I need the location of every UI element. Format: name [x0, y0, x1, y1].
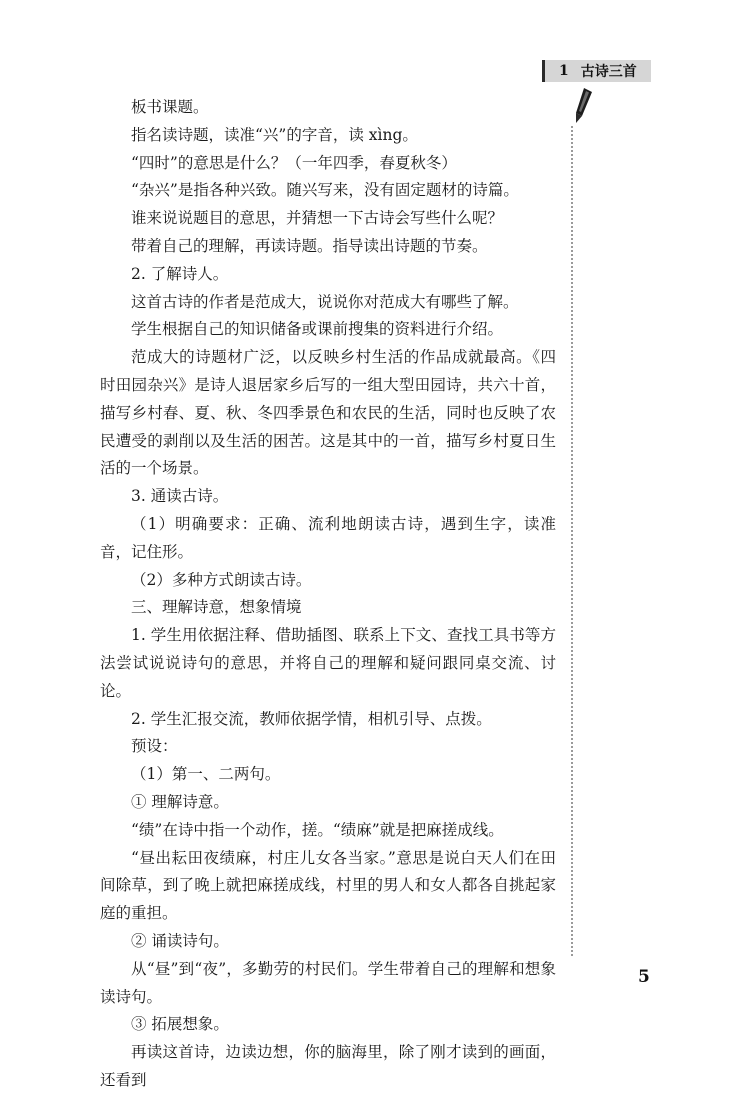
lesson-text	[100, 94, 556, 1095]
chapter-number: 1	[559, 63, 569, 79]
paragraph: 谁来说说题目的意思，并猜想一下古诗会写些什么呢？	[131, 209, 504, 228]
paragraph: ③ 拓展想象。	[131, 1015, 229, 1034]
chapter-header-tab	[542, 60, 651, 82]
paragraph: 这首古诗的作者是范成大，说说你对范成大有哪些了解。	[131, 292, 519, 311]
paragraph: “昼出耘田夜绩麻，村庄儿女各当家。”意思是说白天人们在田间除草，到了晚上就把麻搓成线，村里的男人和女人都各自挑起家庭的重担。	[100, 848, 556, 923]
paragraph: 再读这首诗，边读边想，你的脑海里，除了刚才读到的画面，还看到	[100, 1043, 556, 1089]
chapter-title: 古诗三首	[580, 64, 637, 80]
paragraph: 预设：	[131, 737, 178, 756]
paragraph: （2）多种方式朗读古诗。	[131, 570, 312, 589]
paragraph: （1）明确要求：正确、流利地朗读古诗，遇到生字，读准音，记住形。	[100, 514, 556, 561]
paragraph: “绩”在诗中指一个动作，搓。“绩麻”就是把麻搓成线。	[131, 820, 504, 839]
paragraph: 从“昼”到“夜”，多勤劳的村民们。学生带着自己的理解和想象读诗句。	[100, 959, 556, 1006]
paragraph: 板书课题。	[131, 98, 209, 116]
paragraph: ① 理解诗意。	[131, 792, 229, 811]
section-heading: 三、理解诗意，想象情境	[131, 598, 302, 617]
paragraph: “杂兴”是指各种兴致。随兴写来，没有固定题材的诗篇。	[131, 181, 519, 200]
paragraph: 指名读诗题，读准“兴”的字音，读 xìng。	[131, 125, 418, 144]
paragraph: 带着自己的理解，再读诗题。指导读出诗题的节奏。	[131, 236, 488, 255]
paragraph: 范成大的诗题材广泛，以反映乡村生活的作品成就最高。《四时田园杂兴》是诗人退居家乡后写的一组大型田园诗，共六十首，描写乡村春、夏、秋、冬四季景色和农民的生活，同时也反映了农民遭受的剥削以及生活的困苦。这是其中的一首，描写乡村夏日生活的一个场景。	[100, 348, 556, 478]
margin-dotted-line	[571, 126, 573, 956]
paragraph: （1）第一、二两句。	[131, 765, 281, 784]
paragraph: 1. 学生用依据注释、借助插图、联系上下文、查找工具书等方法尝试说说诗句的意思，并将自己的理解和疑问跟同桌交流、讨论。	[100, 626, 556, 700]
paragraph: 2. 学生汇报交流，教师依据学情，相机引导、点拨。	[131, 709, 492, 728]
page-number: 5	[638, 967, 650, 987]
paragraph: “四时”的意思是什么？（一年四季，春夏秋冬）	[131, 153, 457, 172]
paragraph: 学生根据自己的知识储备或课前搜集的资料进行介绍。	[131, 320, 504, 339]
pen-nib-icon	[570, 86, 594, 124]
paragraph: ② 诵读诗句。	[131, 931, 229, 950]
section-heading: 2. 了解诗人。	[131, 264, 229, 283]
section-heading: 3. 通读古诗。	[131, 487, 229, 506]
